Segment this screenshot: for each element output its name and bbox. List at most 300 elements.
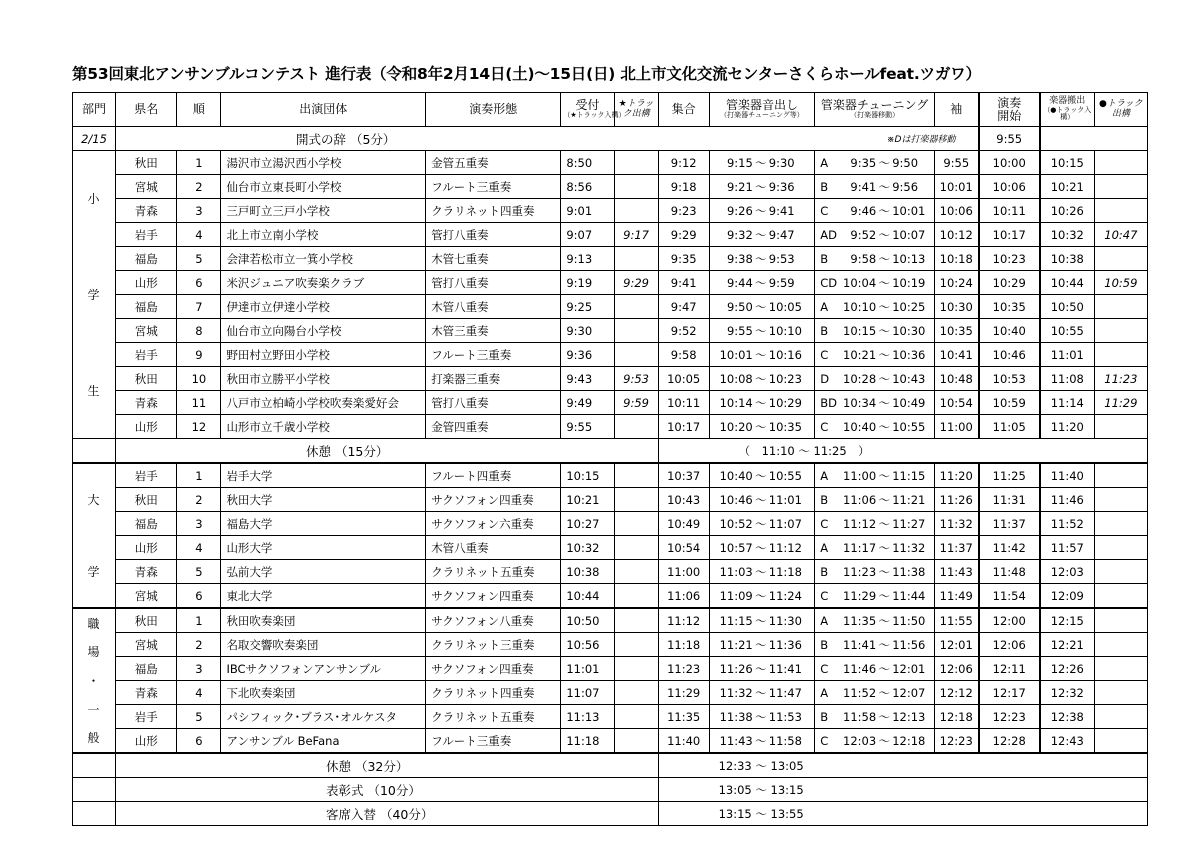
oto-cell [709,584,814,609]
group-letter: A [820,613,829,628]
jun-cell: 5 [177,705,221,729]
tuning-cell-end: 10:49 [892,395,926,410]
keitai-cell: クラリネット四重奏 [426,199,561,223]
jun-cell: 12 [177,415,221,439]
tuning-cell-start: 11:29 [843,588,877,603]
oto-cell-end: 11:07 [768,516,802,531]
track-out-cell [1094,633,1147,657]
oto-cell-start: 10:01 [719,347,753,362]
opening-row [73,127,1148,151]
break-label: 休憩 （15分） [306,443,389,459]
tilde: ～ [878,733,890,748]
keitai-cell: 木管三重奏 [426,319,561,343]
table-row [73,367,1148,391]
sode-cell: 12:12 [934,681,978,705]
oto-cell-end: 10:05 [768,299,802,314]
tilde: ～ [878,540,890,555]
tuning-cell-start: 11:35 [843,613,877,628]
oto-cell-start: 10:46 [719,492,753,507]
tilde: ～ [878,299,890,314]
uketsuke-cell: 9:43 [561,367,614,391]
keitai-cell: フルート三重奏 [426,729,561,754]
ken-cell: 秋田 [116,488,177,512]
shugo-cell: 11:18 [658,633,709,657]
tilde: ～ [878,155,890,170]
tuning-cell-start: 11:00 [843,468,877,483]
keitai-cell: サクソフォン四重奏 [426,488,561,512]
header-dantai: 出演団体 [221,93,426,127]
oto-cell-end: 10:23 [768,371,802,386]
table-row [73,175,1148,199]
gakki-cell: 11:14 [1040,391,1094,415]
keitai-cell: 木管七重奏 [426,247,561,271]
header-keitai: 演奏形態 [426,93,561,127]
dantai-cell: 岩手大学 [221,463,426,488]
group-letter: AD [820,227,837,242]
dantai-cell: 弘前大学 [221,560,426,584]
gakki-cell: 11:46 [1040,488,1094,512]
tilde: ～ [878,323,890,338]
track-in-cell [614,343,658,367]
dantai-cell: アンサンブル BeFana [221,729,426,754]
tuning-cell-end: 9:56 [892,179,919,194]
sode-cell: 10:30 [934,295,978,319]
uketsuke-cell: 9:36 [561,343,614,367]
tuning-cell [815,175,935,199]
oto-cell-end: 9:36 [768,179,795,194]
track-out-cell [1094,560,1147,584]
tilde: ～ [755,468,767,483]
dantai-cell: 福島大学 [221,512,426,536]
sode-cell: 10:01 [934,175,978,199]
tuning-cell-end: 9:50 [892,155,919,170]
header-sode: 袖 [934,93,978,127]
tuning-cell [815,247,935,271]
dantai-cell: 伊達市立伊達小学校 [221,295,426,319]
tuning-cell [815,319,935,343]
sode-cell: 11:43 [934,560,978,584]
sode-cell: 11:00 [934,415,978,439]
sode-cell: 12:01 [934,633,978,657]
shugo-cell: 9:12 [658,151,709,175]
track-out-cell [1094,729,1147,754]
tuning-cell-end: 10:43 [892,371,926,386]
page-title: 第53回東北アンサンブルコンテスト 進行表（令和8年2月14日(土)～15日(日) 北上市文化交流センターさくらホールfeat.ツガワ） [72,65,981,83]
ensou-cell: 11:31 [979,488,1040,512]
oto-cell [709,295,814,319]
sode-cell: 12:23 [934,729,978,754]
closing-row-label: 表彰式 （10分） [326,782,421,798]
uketsuke-cell: 11:01 [561,657,614,681]
gakki-cell: 11:57 [1040,536,1094,560]
gakki-cell: 10:21 [1040,175,1094,199]
tuning-cell-end: 10:13 [892,251,926,266]
track-out-cell [1094,343,1147,367]
shugo-cell: 11:29 [658,681,709,705]
dantai-cell: 秋田大学 [221,488,426,512]
section-char: 学 [87,564,101,579]
section-char: 大 [87,493,101,508]
track-out-cell [1094,488,1147,512]
track-out-cell [1094,247,1147,271]
sode-cell: 10:12 [934,223,978,247]
track-in-cell: 9:17 [614,223,658,247]
section-char: ・ [87,673,101,688]
oto-cell-start: 11:43 [719,733,753,748]
gakki-cell: 12:43 [1040,729,1094,754]
ensou-cell: 12:23 [979,705,1040,729]
dantai-cell: 米沢ジュニア吹奏楽クラブ [221,271,426,295]
break-row [73,439,1148,464]
table-row [73,560,1148,584]
sode-cell: 12:18 [934,705,978,729]
uketsuke-cell: 9:07 [561,223,614,247]
ensou-cell: 10:23 [979,247,1040,271]
track-in-cell [614,729,658,754]
oto-cell-start: 10:20 [719,419,753,434]
oto-cell [709,319,814,343]
table-row [73,608,1148,633]
section-char: 場 [87,645,101,660]
ken-cell: 福島 [116,657,177,681]
shugo-cell: 9:41 [658,271,709,295]
tuning-cell-start: 11:06 [843,492,877,507]
oto-cell [709,463,814,488]
tilde: ～ [755,179,767,194]
sode-cell: 11:32 [934,512,978,536]
tuning-cell [815,608,935,633]
section-spacer [73,778,116,802]
tilde: ～ [878,251,890,266]
table-row [73,729,1148,754]
ken-cell: 宮城 [116,633,177,657]
tuning-cell-end: 10:30 [892,323,926,338]
tilde: ～ [755,203,767,218]
oto-cell [709,367,814,391]
oto-cell-end: 11:36 [768,637,802,652]
section-char: 般 [87,731,101,746]
closing-row-label: 客席入替 （40分） [326,806,434,822]
track-out-cell [1094,151,1147,175]
ken-cell: 福島 [116,295,177,319]
keitai-cell: 管打八重奏 [426,223,561,247]
tuning-cell [815,705,935,729]
track-out-cell: 10:47 [1094,223,1147,247]
dantai-cell: 湯沢市立湯沢西小学校 [221,151,426,175]
uketsuke-cell: 11:18 [561,729,614,754]
opening-time: 9:55 [979,127,1040,151]
gakki-cell: 12:26 [1040,657,1094,681]
tuning-cell [815,560,935,584]
dantai-cell: 山形大学 [221,536,426,560]
shugo-cell: 10:11 [658,391,709,415]
oto-cell-end: 10:16 [768,347,802,362]
tilde: ～ [755,395,767,410]
sode-cell: 12:06 [934,657,978,681]
shugo-cell: 11:12 [658,608,709,633]
track-in-cell [614,608,658,633]
oto-cell-start: 9:50 [726,299,753,314]
track-in-cell: 9:59 [614,391,658,415]
oto-cell-end: 11:41 [768,661,802,676]
tilde: ～ [755,227,767,242]
gakki-cell: 11:08 [1040,367,1094,391]
header-uketsuke: 受付 （★トラック入構） [561,93,614,127]
jun-cell: 1 [177,608,221,633]
ensou-cell: 11:54 [979,584,1040,609]
oto-cell [709,343,814,367]
sode-cell: 11:20 [934,463,978,488]
jun-cell: 6 [177,584,221,609]
oto-cell-start: 9:32 [726,227,753,242]
track-in-cell [614,295,658,319]
sode-cell: 10:24 [934,271,978,295]
tilde: ～ [755,661,767,676]
tilde: ～ [755,588,767,603]
group-letter: B [820,492,829,507]
table-row [73,343,1148,367]
table-row [73,705,1148,729]
oto-cell-start: 11:32 [719,685,753,700]
section-char: 生 [87,383,101,398]
header-ensou: 演奏 開始 [979,93,1040,127]
tuning-cell-end: 11:15 [892,468,926,483]
break-time: （ 11:10 ～ 11:25 ） [658,439,1147,464]
elementary-section-label [73,151,116,439]
ken-cell: 青森 [116,681,177,705]
shugo-cell: 9:23 [658,199,709,223]
section-spacer [73,802,116,826]
shugo-cell: 11:35 [658,705,709,729]
track-in-cell [614,175,658,199]
tilde: ～ [755,347,767,362]
oto-cell-end: 11:47 [768,685,802,700]
group-letter: A [820,299,829,314]
header-shugo: 集合 [658,93,709,127]
header-track-out: ●トラック出構 [1094,93,1147,127]
section-char: 一 [87,702,101,717]
tuning-cell-end: 10:55 [892,419,926,434]
uketsuke-cell: 9:01 [561,199,614,223]
closing-row [73,778,1148,802]
track-out-cell [1094,175,1147,199]
keitai-cell: サクソフォン四重奏 [426,657,561,681]
dantai-cell: IBCサクソフォンアンサンブル [221,657,426,681]
shugo-cell: 9:29 [658,223,709,247]
table-row [73,319,1148,343]
tilde: ～ [755,275,767,290]
dantai-cell: 八戸市立柏崎小学校吹奏楽愛好会 [221,391,426,415]
shugo-cell: 9:47 [658,295,709,319]
keitai-cell: サクソフォン六重奏 [426,512,561,536]
jun-cell: 3 [177,657,221,681]
track-out-cell [1094,536,1147,560]
gakki-cell: 10:38 [1040,247,1094,271]
opening-cell [116,127,979,151]
oto-cell-start: 11:03 [719,564,753,579]
jun-cell: 11 [177,391,221,415]
group-letter: B [820,709,829,724]
oto-cell [709,681,814,705]
sode-cell: 10:18 [934,247,978,271]
tuning-cell [815,295,935,319]
table-row [73,391,1148,415]
tuning-cell-end: 12:13 [892,709,926,724]
gakki-cell: 10:26 [1040,199,1094,223]
university-section-label [73,463,116,608]
track-in-cell [614,199,658,223]
gakki-cell: 12:32 [1040,681,1094,705]
shugo-cell: 9:58 [658,343,709,367]
oto-cell [709,705,814,729]
track-out-cell [1094,657,1147,681]
tilde: ～ [878,227,890,242]
oto-cell-start: 11:15 [719,613,753,628]
tilde: ～ [878,637,890,652]
shugo-cell: 11:23 [658,657,709,681]
uketsuke-cell: 10:44 [561,584,614,609]
oto-cell [709,247,814,271]
keitai-cell: 打楽器三重奏 [426,367,561,391]
uketsuke-cell: 9:30 [561,319,614,343]
oto-cell-end: 11:01 [768,492,802,507]
oto-cell [709,199,814,223]
jun-cell: 3 [177,199,221,223]
uketsuke-cell: 10:27 [561,512,614,536]
ken-cell: 岩手 [116,343,177,367]
tuning-cell [815,729,935,754]
gakki-cell: 12:21 [1040,633,1094,657]
track-in-cell: 9:53 [614,367,658,391]
oto-cell-end: 9:30 [768,155,795,170]
gakki-cell: 11:52 [1040,512,1094,536]
tuning-cell-start: 10:28 [843,371,877,386]
group-letter: B [820,179,829,194]
ensou-cell: 10:53 [979,367,1040,391]
jun-cell: 4 [177,536,221,560]
table-row [73,633,1148,657]
uketsuke-cell: 10:21 [561,488,614,512]
tilde: ～ [755,251,767,266]
oto-cell [709,488,814,512]
shugo-cell: 10:43 [658,488,709,512]
oto-cell-start: 11:21 [719,637,753,652]
tuning-cell-start: 11:23 [843,564,877,579]
tuning-cell [815,681,935,705]
tuning-cell-start: 9:41 [850,179,877,194]
uketsuke-cell: 9:19 [561,271,614,295]
tuning-cell [815,488,935,512]
track-in-cell [614,151,658,175]
tilde: ～ [755,733,767,748]
table-row [73,295,1148,319]
oto-cell [709,415,814,439]
ensou-cell: 11:37 [979,512,1040,536]
tilde: ～ [878,179,890,194]
group-letter: A [820,540,829,555]
uketsuke-cell: 10:56 [561,633,614,657]
group-letter: B [820,564,829,579]
uketsuke-cell: 9:55 [561,415,614,439]
ken-cell: 宮城 [116,175,177,199]
ken-cell: 福島 [116,512,177,536]
tilde: ～ [878,371,890,386]
dantai-cell: パシフィック･ブラス･オルケスタ [221,705,426,729]
oto-cell-end: 10:29 [768,395,802,410]
shugo-cell: 9:18 [658,175,709,199]
dantai-cell: 秋田吹奏楽団 [221,608,426,633]
tuning-cell [815,271,935,295]
keitai-cell: 管打八重奏 [426,271,561,295]
oto-cell-start: 11:09 [719,588,753,603]
ensou-cell: 10:17 [979,223,1040,247]
tuning-cell-end: 11:44 [892,588,926,603]
jun-cell: 4 [177,223,221,247]
gakki-cell: 10:50 [1040,295,1094,319]
tilde: ～ [755,709,767,724]
group-letter: C [820,588,829,603]
tilde: ～ [755,419,767,434]
ken-cell: 山形 [116,729,177,754]
tilde: ～ [878,347,890,362]
gakki-cell: 11:01 [1040,343,1094,367]
section-char: 小 [87,192,101,207]
tuning-cell [815,391,935,415]
oto-cell-end: 11:24 [768,588,802,603]
oto-cell-start: 9:15 [726,155,753,170]
oto-cell [709,657,814,681]
table-row [73,223,1148,247]
track-out-cell: 10:59 [1094,271,1147,295]
oto-cell-end: 9:53 [768,251,795,266]
track-out-cell: 11:23 [1094,367,1147,391]
ken-cell: 青森 [116,391,177,415]
tuning-cell-end: 10:07 [892,227,926,242]
uketsuke-cell: 10:38 [561,560,614,584]
jun-cell: 9 [177,343,221,367]
group-letter: B [820,637,829,652]
tuning-cell [815,657,935,681]
tuning-cell-end: 12:18 [892,733,926,748]
tuning-cell-start: 9:35 [850,155,877,170]
tilde: ～ [878,613,890,628]
table-row [73,657,1148,681]
track-in-cell [614,463,658,488]
oto-cell-end: 11:58 [768,733,802,748]
oto-cell [709,608,814,633]
header-gakki: 楽器搬出 （●トラック入構） [1040,93,1094,127]
schedule-table [72,92,1148,826]
tilde: ～ [755,516,767,531]
group-letter: CD [820,275,838,290]
ken-cell: 岩手 [116,463,177,488]
group-letter: A [820,685,829,700]
opening-note: ※Dは打楽器移動 [887,135,956,145]
tuning-cell-end: 11:38 [892,564,926,579]
shugo-cell: 10:54 [658,536,709,560]
oto-cell-start: 10:14 [719,395,753,410]
tuning-cell-start: 10:34 [843,395,877,410]
keitai-cell: 木管八重奏 [426,295,561,319]
track-out-cell [1094,584,1147,609]
tuning-cell-end: 10:01 [892,203,926,218]
dantai-cell: 名取交響吹奏楽団 [221,633,426,657]
keitai-cell: 金管五重奏 [426,151,561,175]
tuning-cell-start: 9:58 [850,251,877,266]
gakki-cell: 11:40 [1040,463,1094,488]
uketsuke-cell: 11:13 [561,705,614,729]
tilde: ～ [755,540,767,555]
